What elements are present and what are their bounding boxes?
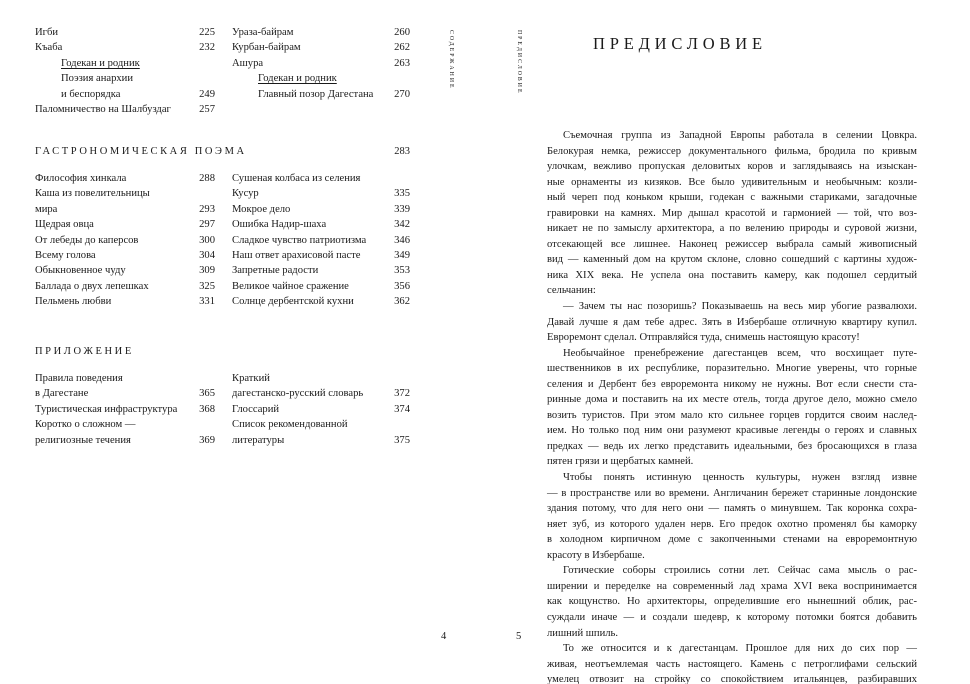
toc-entry-page: 232: [199, 42, 215, 54]
text-line: ием. Но только под ним они разумеют красивые легенды о героях и славных: [547, 425, 917, 437]
toc-entry: [35, 233, 215, 248]
toc-entry: [35, 186, 215, 201]
toc-entry: [35, 371, 215, 386]
toc-entry: [35, 40, 215, 55]
text-line: возить туристов. При этом мало кто сильнее горцев гордится своим наслед-: [547, 409, 917, 421]
toc-entry: [35, 171, 215, 186]
toc-entry: [232, 171, 410, 186]
toc-column-appendix-1: [35, 371, 215, 448]
toc-entry-title: Пельмень любви: [35, 296, 112, 308]
toc-entry: [35, 248, 215, 263]
toc-entry-page: 260: [394, 27, 410, 38]
toc-entry-page: 262: [394, 42, 410, 54]
toc-entry-title: Правила поведения: [35, 373, 123, 384]
toc-entry-title: Кусур: [232, 188, 259, 200]
toc-entry-title: Ашура: [232, 57, 264, 69]
toc-entry-title: Главный позор Дагестана: [258, 88, 374, 100]
section-page: 283: [394, 146, 410, 157]
text-line: Съемочная группа из Западной Европы работала в селении Цовкра.: [563, 130, 917, 141]
text-line: ринные дома и поставить на их месте отель, тогда другое дело, можно смело: [547, 394, 917, 406]
toc-entry-page: 346: [394, 234, 410, 246]
toc-entry: [232, 40, 410, 55]
toc-entry-title: Обыкновенное чуду: [35, 265, 126, 277]
text-line: предках — ведь их легко представить идеальными, без бросающихся в глаза: [547, 440, 917, 452]
toc-entry-title: Туристическая инфраструктура: [35, 403, 178, 415]
page-number-right: 5: [516, 631, 522, 642]
toc-entry: [232, 263, 410, 278]
toc-entry-page: 331: [199, 296, 215, 308]
toc-entry-page: 356: [394, 280, 410, 292]
toc-entry-title: Паломничество на Шалбуздаг: [35, 103, 171, 115]
toc-entry-page: 353: [394, 265, 410, 277]
running-head-left: СОДЕРЖАНИЕ: [448, 30, 454, 90]
toc-column-gastro-2: [232, 171, 410, 310]
toc-entry-page: 225: [199, 27, 215, 38]
toc-entry-title: Каша из повелительницы: [35, 188, 150, 200]
toc-entry-title: Коротко о сложном —: [35, 419, 136, 431]
toc-entry-page: 304: [199, 249, 215, 261]
toc-entry: [35, 202, 215, 217]
toc-entry: [232, 87, 410, 102]
toc-entry: [232, 402, 410, 417]
toc-entry-page: 249: [199, 88, 215, 100]
toc-entry-title: Поэзия анархии: [61, 73, 134, 85]
toc-entry-title: Ураза-байрам: [232, 27, 294, 38]
toc-entry-title: Сладкое чувство патриотизма: [232, 234, 367, 246]
toc-entry-page: 309: [199, 265, 215, 277]
section-title: ПРИЛОЖЕНИЕ: [35, 346, 134, 357]
text-line: няет зуб, из которого удален нерв. Его предок охотно променял бы каморку: [547, 518, 917, 530]
toc-entry: [232, 202, 410, 217]
text-line: Необычайное пренебрежение дагестанцев всем, что восхищает путе-: [563, 347, 917, 359]
toc-entry: [232, 233, 410, 248]
toc-entry-page: 349: [394, 249, 410, 261]
toc-entry-title: Великое чайное сражение: [232, 280, 349, 292]
toc-entry: [232, 294, 410, 309]
toc-entry: [232, 217, 410, 232]
toc-entry: [232, 371, 410, 386]
section-heading-appendix: [35, 345, 410, 359]
running-head-right: ПРЕДИСЛОВИЕ: [516, 30, 522, 95]
toc-entry-title: и беспорядка: [61, 88, 121, 100]
toc-entry: [35, 402, 215, 417]
text-line: Готические соборы строились сотни лет. Сейчас сама мысль о рас-: [563, 565, 917, 577]
text-line: как кощунство. Но архитекторы, определившие его нынешний облик, рас-: [547, 596, 917, 608]
text-line: Чтобы понять истинную ценность культуры, нужен взгляд извне: [563, 472, 917, 484]
toc-entry: [35, 294, 215, 309]
toc-column-gastro-1: [35, 171, 215, 310]
toc-entry-title: От лебеды до каперсов: [35, 234, 139, 246]
text-line: никает не по замыслу архитектора, а по велению природы и суровой жизни,: [547, 223, 917, 235]
text-line: шественников в их республике, поразительно. Многие уверены, что горные: [547, 363, 917, 375]
text-line: селения и Дербент без евроремонта никому не нужны. Вот если снести ста-: [547, 378, 917, 390]
toc-entry: [232, 386, 410, 401]
toc-entry: [35, 279, 215, 294]
toc-entry-page: 297: [199, 219, 215, 231]
toc-entry: [232, 71, 410, 86]
toc-entry-page: 325: [199, 280, 215, 292]
toc-entry-page: 368: [199, 403, 215, 415]
toc-entry: [35, 71, 215, 86]
toc-entry-title: в Дагестане: [35, 388, 89, 400]
section-heading-gastro: [35, 145, 410, 159]
text-line: Белокурая немка, режиссер документального фильма, бродила по кривым: [547, 145, 917, 157]
toc-entry-title: Глоссарий: [232, 403, 280, 415]
toc-entry-page: 375: [394, 434, 410, 446]
text-line: Давай лучше я дам тебе адрес. Зять в Избербаше отличную квартиру купил.: [547, 316, 917, 328]
text-line: сельчанин:: [547, 285, 596, 297]
toc-entry-page: 257: [199, 103, 215, 115]
toc-column-top-2: [232, 25, 410, 102]
text-line: пятен грязи и щербатых камней.: [547, 456, 694, 468]
toc-entry-page: 288: [199, 173, 215, 184]
right-page: [485, 0, 970, 684]
toc-entry: [232, 279, 410, 294]
toc-entry-title: Курбан-байрам: [232, 42, 301, 54]
text-line: — Зачем ты нас позоришь? Показываешь на весь мир убогие развалюхи.: [563, 301, 917, 313]
toc-entry-title: Годекан и родник: [61, 57, 140, 69]
toc-entry-title: Запретные радости: [232, 265, 319, 277]
toc-entry-title: Баллада о двух лепешках: [35, 280, 149, 292]
text-line: живая, неотъемлемая часть настоящего. Камень с петроглифами сельский: [547, 658, 917, 670]
text-line: вид — каменный дом на крутом склоне, словно сошедший с картины худож-: [547, 254, 917, 266]
toc-entry: [35, 25, 215, 40]
toc-entry: [35, 217, 215, 232]
body-text: [547, 128, 917, 684]
toc-entry-page: 362: [394, 296, 410, 308]
toc-entry-page: 374: [394, 403, 410, 415]
text-line: ширении и переделке на современный лад храма XVI века воспринимается: [547, 580, 917, 592]
toc-entry-page: 339: [394, 203, 410, 215]
page-number-left: 4: [441, 631, 447, 642]
toc-entry: [232, 433, 410, 448]
toc-entry: [35, 433, 215, 448]
toc-entry-title: дагестанско-русский словарь: [232, 388, 364, 400]
toc-entry: [232, 417, 410, 432]
text-line: умелец отвозит на стройку со спокойствием итальянцев, разбиравших: [547, 674, 917, 684]
text-line: красоту в Избербаше.: [547, 549, 645, 561]
toc-entry-title: литературы: [232, 434, 285, 446]
toc-entry-title: Список рекомендованной: [232, 419, 348, 431]
toc-entry-page: 369: [199, 434, 215, 446]
toc-entry-title: Солнце дербентской кухни: [232, 296, 354, 308]
toc-entry-title: Краткий: [232, 373, 270, 384]
toc-column-appendix-2: [232, 371, 410, 448]
text-line: лишний шпиль.: [547, 627, 619, 639]
toc-entry-title: Годекан и родник: [258, 73, 337, 85]
toc-entry: [35, 56, 215, 71]
toc-entry-title: религиозные течения: [35, 434, 131, 446]
toc-entry-title: Ошибка Надир-шаха: [232, 219, 327, 231]
toc-entry-title: Мокрое дело: [232, 203, 291, 215]
toc-entry: [232, 186, 410, 201]
toc-entry-page: 263: [394, 57, 410, 69]
text-line: ника XIX века. Не успела она поставить камеру, как подошел сердитый: [547, 269, 917, 281]
toc-entry-title: Философия хинкала: [35, 173, 127, 184]
text-line: гравировки на камнях. Мир дышал красотой и гармонией — той, что воз-: [547, 207, 917, 219]
toc-entry: [35, 87, 215, 102]
text-line: в холодном кирпичном доме с закопченными стенами на евроремонтную: [547, 534, 917, 546]
toc-column-top-1: [35, 25, 215, 117]
toc-entry: [232, 248, 410, 263]
toc-entry-page: 372: [394, 388, 410, 400]
toc-entry: [35, 263, 215, 278]
text-line: — в пространстве или во времени. Англичанин бережет старинные лондонские: [547, 487, 917, 499]
text-line: ные орнаменты из кизяков. Все было удивительным и необычным: козли-: [547, 176, 917, 188]
toc-entry-title: мира: [35, 203, 58, 215]
toc-entry-page: 270: [394, 88, 410, 100]
toc-entry-page: 300: [199, 234, 215, 246]
toc-entry: [35, 102, 215, 117]
toc-entry: [232, 56, 410, 71]
text-line: То же относится и к дагестанцам. Прошлое для них до сих пор —: [563, 643, 917, 655]
text-line: Евроремонт сделал. Отправляйся туда, снимешь настоящую красоту!: [547, 332, 860, 344]
toc-entry-page: 342: [394, 219, 410, 231]
chapter-title: ПРЕДИСЛОВИЕ: [593, 34, 767, 53]
text-line: здания потому, что для него они — память о минувшем. Так коронка сохра-: [547, 503, 917, 515]
toc-entry-page: 335: [394, 188, 410, 200]
toc-entry-title: Къаба: [35, 42, 63, 54]
toc-entry: [35, 386, 215, 401]
toc-entry-title: Игби: [35, 27, 59, 38]
toc-entry-title: Всему голова: [35, 249, 96, 261]
toc-entry-page: 293: [199, 203, 215, 215]
text-line: отсекающей все лишнее. Наконец режиссер выбрала самый живописный: [547, 238, 917, 250]
text-line: суждали иначе — и создали шедевр, к которому потомки боятся добавить: [547, 611, 917, 623]
toc-entry-title: Сушеная колбаса из селения: [232, 173, 361, 184]
text-line: улочкам, вежливо пропуская деловитых коров и заглядываясь на изыскан-: [547, 161, 917, 173]
toc-entry-page: 365: [199, 388, 215, 400]
toc-entry-title: Наш ответ арахисовой пасте: [232, 249, 361, 261]
toc-entry-title: Щедрая овца: [35, 219, 94, 231]
toc-entry: [232, 25, 410, 40]
section-title: ГАСТРОНОМИЧЕСКАЯ ПОЭМА: [35, 146, 247, 157]
toc-entry: [35, 417, 215, 432]
text-line: ный череп под коньком крыши, годекан с важными стариками, загадочные: [547, 192, 917, 204]
